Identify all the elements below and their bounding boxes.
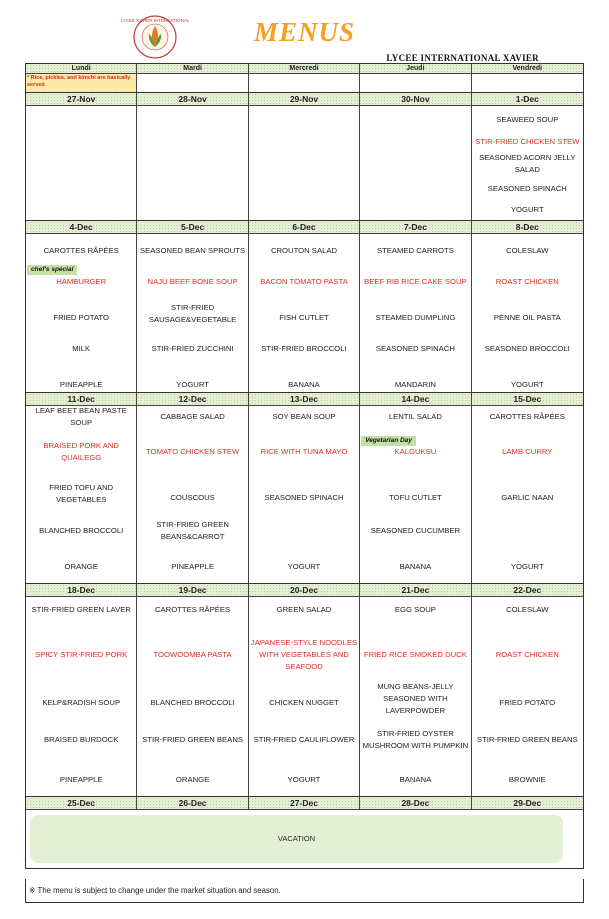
date-label: 25-Dec [26,797,137,810]
day-column [360,597,471,796]
day-column [26,406,137,583]
date-label: 12-Dec [137,393,248,406]
menu-item: EGG SOUP [394,605,436,614]
menu-item: MILK [72,344,91,353]
day-column [249,106,360,220]
weekday-header [26,64,583,74]
special-tag: chef's special [27,265,77,275]
date-label: 29-Nov [249,93,360,106]
menu-item: YOGURT [510,562,544,571]
date-label: 20-Dec [249,584,360,597]
special-tag: Vegetarian Day [361,436,416,446]
day-column [360,234,471,392]
menu-item: SEAWEED SOUP [496,115,559,124]
day-column [249,234,360,392]
date-label: 21-Dec [360,584,471,597]
menu-item: FRIED POTATO [499,698,556,707]
menu-item [251,523,357,539]
menu-item: CROUTON SALAD [270,246,338,255]
menu-item: STIR-FRIED GREEN BEANS [476,735,578,744]
main-dish: TOOWOOMBA PASTA [153,650,232,659]
date-label: 1-Dec [515,94,539,104]
main-dish: ROAST CHICKEN [495,650,559,659]
menu-item: ORANGE [64,562,98,571]
menu-item: YOGURT [176,380,209,389]
date-row [26,93,583,106]
menu-item: STEAMED CARROTS [376,246,454,255]
rice-note: * Rice, pickles, and kimchi are basically served [26,74,137,92]
menu-item: GREEN SALAD [276,605,332,614]
day-column [472,106,583,220]
date-label: 11-Dec [26,393,137,406]
menu-item: COLESLAW [506,246,549,255]
menu-items-row [26,106,583,220]
main-dish: ROAST CHICKEN [495,277,559,286]
menu-item: CAROTTES RÂPÉES [489,412,565,421]
menu-item: SEASONED CUCUMBER [370,526,461,535]
day-column [26,597,137,796]
main-dish: RICE WITH TUNA MAYO [260,447,348,456]
menu-item: TOFU CUTLET [388,493,442,502]
date-label: 13-Dec [249,393,360,406]
date-label: 5-Dec [137,221,248,234]
day-column [137,106,248,220]
menu-item: CABBAGE SALAD [160,412,225,421]
date-row [26,584,583,597]
menu-item [474,523,581,539]
menu-item: LEAF BEET BEAN PASTE SOUP [35,406,127,427]
menu-item: BANANA [399,562,432,571]
school-name: LYCEE INTERNATIONAL XAVIER [386,53,539,63]
day-column [360,106,471,220]
menu-item: MANDARIN [394,380,436,389]
menu-item: STIR-FRIED GREEN BEANS&CARROT [156,520,229,541]
date-label: 29-Dec [513,798,542,808]
menu-item: BANANA [288,380,320,389]
menu-item: SEASONED ACORN JELLY SALAD [479,153,576,174]
main-dish: SPICY STIR-FRIED PORK [35,650,128,659]
date-label: 27-Nov [26,93,137,106]
main-dish: KALGUKSU [394,447,437,456]
menu-item: SOY BEAN SOUP [272,412,336,421]
menu-item: BANANA [399,775,432,784]
day-column [472,597,583,796]
menu-table [25,63,584,869]
main-dish: LAMB CURRY [502,447,553,456]
menu-items-row [26,597,583,796]
menu-item: STEAMED DUMPLING [375,313,456,322]
menu-item: ORANGE [175,775,210,784]
menu-item: PINEAPPLE [59,380,103,389]
main-dish: BACON TOMATO PASTA [260,277,348,286]
page-title: MENUS [253,17,356,47]
menu-item: STIR-FRIED GREEN LAVER [31,605,131,614]
main-dish: NAJU BEEF BONE SOUP [147,277,238,286]
menu-item: STIR-FRIED GREEN BEANS [142,735,243,744]
main-dish: HAMBURGER [56,277,107,286]
date-label: 14-Dec [360,393,471,406]
date-label: 8-Dec [515,222,539,232]
menu-item: SEASONED SPINACH [375,344,455,353]
date-label: 28-Dec [360,797,471,810]
main-dish: FRIED RICE SMOKED DUCK [363,650,467,659]
date-label: 27-Dec [249,797,360,810]
menu-item: LENTIL SALAD [388,412,442,421]
day-column [472,234,583,392]
menu-item: STIR-FRIED BROCCOLI [261,344,347,353]
weekday-label: Jeudi [360,64,471,73]
menu-item: CHICKEN NUGGET [269,698,339,707]
note-row [26,74,583,93]
menu-item: KELP&RADISH SOUP [42,698,121,707]
date-label: 22-Dec [513,585,542,595]
date-row [26,797,583,810]
menu-item: YOGURT [287,562,321,571]
date-label: 30-Nov [360,93,471,106]
menu-item: BLANCHED BROCCOLI [150,698,235,707]
menu-item: BLANCHED BROCCOLI [39,526,124,535]
weeks-container [26,93,583,797]
menu-item: COLESLAW [506,605,549,614]
menu-item: SEASONED BROCCOLI [484,344,570,353]
day-column [249,597,360,796]
weekday-label: Mardi [137,64,248,73]
date-label: 19-Dec [137,584,248,597]
day-column [472,406,583,583]
day-column [137,406,248,583]
week-block [26,797,583,868]
date-label: 18-Dec [26,584,137,597]
logo-text: LYCEE XAVIER INTERNATIONAL [120,18,190,23]
day-column [360,406,471,583]
menu-item: BROWNIE [508,775,546,784]
menu-item: COUSCOUS [170,493,215,502]
week-block [26,93,583,221]
date-label: 26-Dec [137,797,248,810]
date-label: 15-Dec [513,394,542,404]
menu-item: YOGURT [510,380,544,389]
main-dish: TOMATO CHICKEN STEW [146,447,240,456]
date-label: 28-Nov [137,93,248,106]
date-label: 6-Dec [249,221,360,234]
menu-item: YOGURT [510,205,544,214]
date-row [26,221,583,234]
menu-item: FISH CUTLET [279,313,329,322]
main-dish: JAPANESE-STYLE NOODLES WITH VEGETABLES AND SEAFOOD [250,638,358,671]
menu-item: CAROTTES RÂPÉES [43,246,119,255]
menu-item: STIR-FRIED ZUCCHINI [151,344,234,353]
vacation-row [26,810,583,868]
main-dish: BRAISED PORK AND QUAILEGG [43,441,119,462]
menu-item: BRAISED BURDOCK [44,735,119,744]
date-label: 4-Dec [26,221,137,234]
day-column [137,234,248,392]
menu-item: STIR-FRIED SAUSAGE&VEGETABLE [148,303,237,324]
menu-item: YOGURT [287,775,321,784]
main-dish: STIR-FRIED CHICKEN STEW [475,137,580,146]
menu-item: STIR-FRIED CAULIFLOWER [253,735,355,744]
week-block [26,393,583,584]
menu-item: MUNG BEANS-JELLY SEASONED WITH LAVERPOWDER [377,682,454,715]
menu-item: PINEAPPLE [171,562,214,571]
menu-items-row [26,406,583,583]
day-column [26,234,137,392]
week-block [26,584,583,797]
menu-item: FRIED POTATO [53,313,109,322]
menu-item: GARLIC NAAN [501,493,554,502]
day-column [26,106,137,220]
menu-items-row [26,234,583,392]
vacation-banner: VACATION [30,815,563,863]
footer-note: ※ The menu is subject to change under the market situation and season. [25,879,584,903]
menu-item: SEASONED SPINACH [487,184,567,193]
day-column [249,406,360,583]
weekday-label: Vendredi [512,65,543,72]
menu-item: PINEAPPLE [59,775,103,784]
menu-item: SEASONED SPINACH [264,493,344,502]
menu-item: SEASONED BEAN SPROUTS [140,246,246,255]
weekday-label: Lundi [26,64,137,73]
menu-item: STIR-FRIED OYSTER MUSHROOM WITH PUMPKIN [362,729,469,750]
menu-item: FRIED TOFU AND VEGETABLES [49,483,114,504]
date-label: 7-Dec [360,221,471,234]
day-column [137,597,248,796]
main-dish: BEEF RIB RICE CAKE SOUP [364,277,467,286]
week-block [26,221,583,393]
menu-item: PENNE OIL PASTA [493,313,561,322]
weekday-label: Mercredi [249,64,360,73]
menu-item: CAROTTES RÂPÉES [155,605,231,614]
